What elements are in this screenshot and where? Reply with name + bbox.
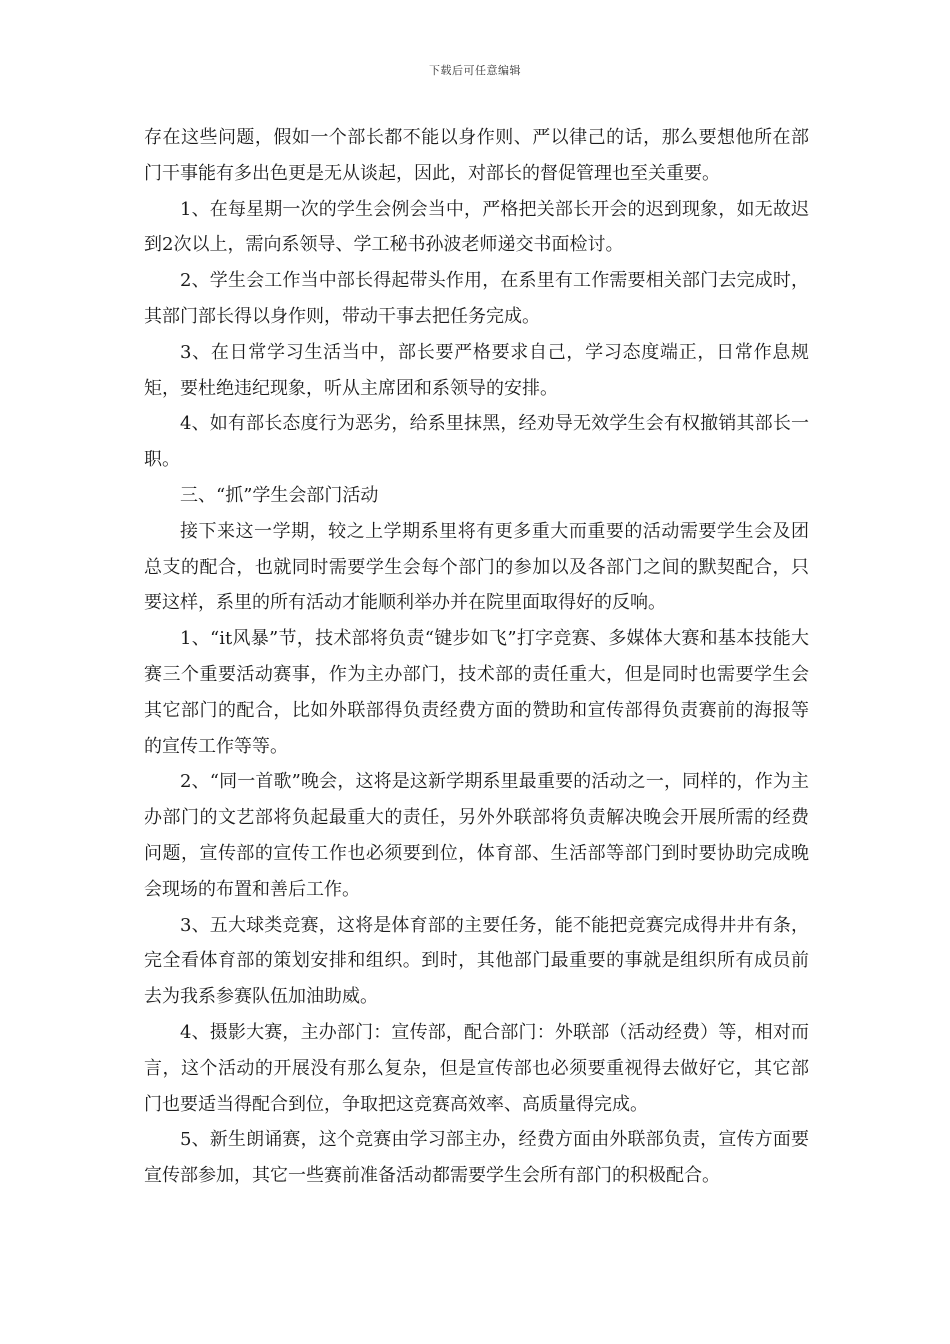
paragraph-activity-1: 1、“it风暴”节，技术部将负责“键步如飞”打字竞赛、多媒体大赛和基本技能大赛三个重要活动赛事，作为主办部门，技术部的责任重大，但是同时也需要学生会其它部门的配合，比如外联部得负责经费方面的赞助和宣传部得负责赛前的海报等的宣传工作等等。: [144, 628, 809, 757]
paragraph-item-1: 1、在每星期一次的学生会例会当中，严格把关部长开会的迟到现象，如无故迟到2次以上，需向系领导、学工秘书孙波老师递交书面检讨。: [144, 198, 809, 256]
page-header: 下载后可任意编辑: [429, 64, 521, 77]
paragraph-item-3: 3、在日常学习生活当中，部长要严格要求自己，学习态度端正，日常作息规矩，要杜绝违纪现象，听从主席团和系领导的安排。: [144, 341, 809, 399]
document-body: [144, 120, 809, 1194]
paragraph-item-4: 4、如有部长态度行为恶劣，给系里抹黑，经劝导无效学生会有权撤销其部长一职。: [144, 413, 809, 471]
paragraph-continuation: 存在这些问题，假如一个部长都不能以身作则、严以律己的话，那么要想他所在部门干事能有多出色更是无从谈起，因此，对部长的督促管理也至关重要。: [144, 127, 809, 184]
paragraph-item-2: 2、学生会工作当中部长得起带头作用，在系里有工作需要相关部门去完成时，其部门部长得以身作则，带动干事去把任务完成。: [144, 270, 809, 327]
paragraph-activity-2: 2、“同一首歌”晚会，这将是这新学期系里最重要的活动之一，同样的，作为主办部门的文艺部将负起最重大的责任，另外外联部将负责解决晚会开展所需的经费问题，宣传部的宣传工作也必须要到位，体育部、生活部等部门到时要协助完成晚会现场的布置和善后工作。: [144, 771, 809, 900]
paragraph-intro: 接下来这一学期，较之上学期系里将有更多重大而重要的活动需要学生会及团总支的配合，也就同时需要学生会每个部门的参加以及各部门之间的默契配合，只要这样，系里的所有活动才能顺利举办并在院里面取得好的反响。: [144, 520, 809, 614]
section-heading: 三、“抓”学生会部门活动: [180, 484, 379, 506]
paragraph-activity-5: 5、新生朗诵赛，这个竞赛由学习部主办，经费方面由外联部负责，宣传方面要宣传部参加，其它一些赛前准备活动都需要学生会所有部门的积极配合。: [144, 1129, 809, 1187]
paragraph-activity-3: 3、五大球类竞赛，这将是体育部的主要任务，能不能把竞赛完成得井井有条，完全看体育部的策划安排和组织。到时，其他部门最重要的事就是组织所有成员前去为我系参赛队伍加油助威。: [144, 914, 809, 1008]
paragraph-activity-4: 4、摄影大赛，主办部门：宣传部，配合部门：外联部（活动经费）等，相对而言，这个活动的开展没有那么复杂，但是宣传部也必须要重视得去做好它，其它部门也要适当得配合到位，争取把这竞赛高效率、高质量得完成。: [144, 1021, 809, 1115]
